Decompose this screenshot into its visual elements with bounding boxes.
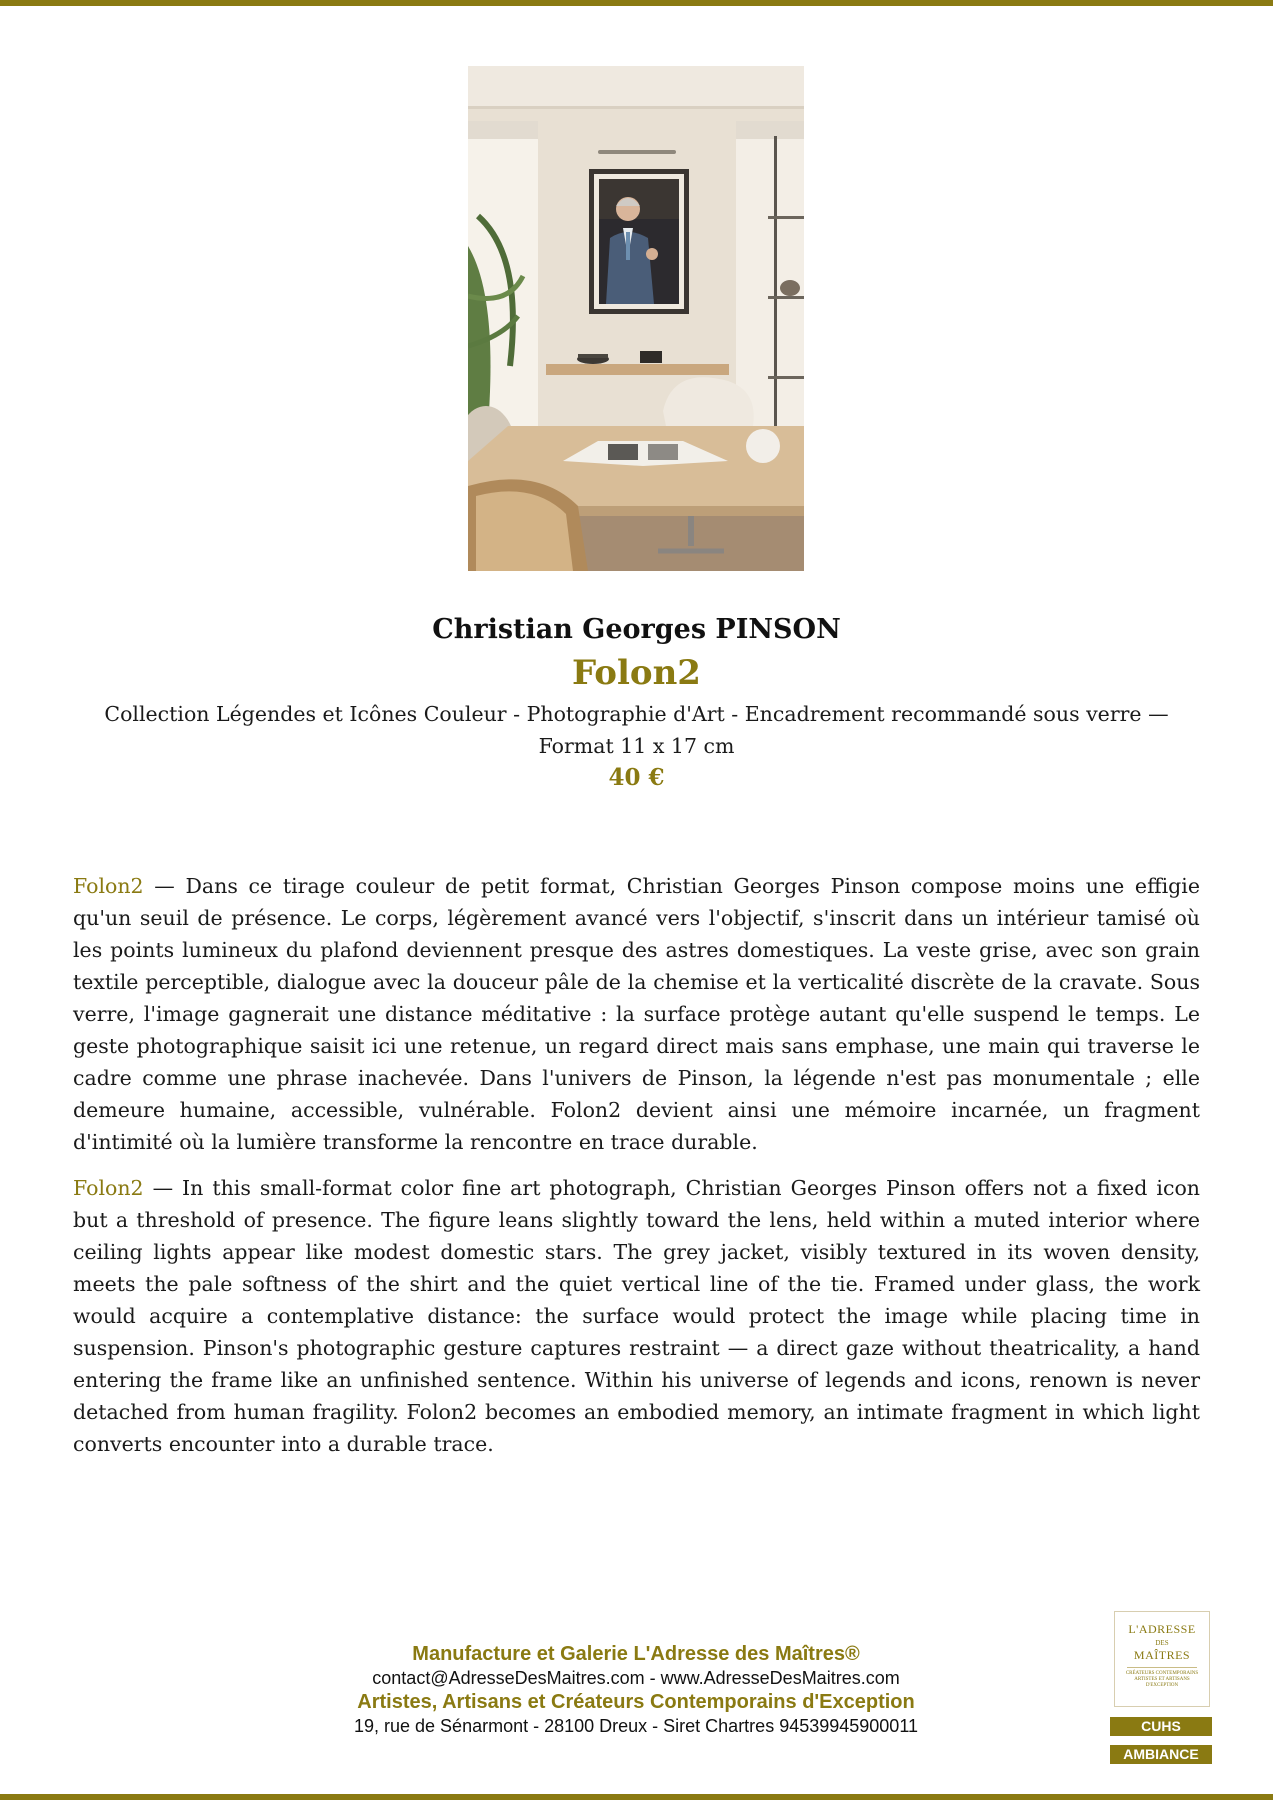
bottom-rule (0, 1794, 1273, 1800)
logo-rule (1127, 1667, 1197, 1668)
artwork-title: Folon2 (572, 653, 701, 693)
logo-line-2: DES (1155, 1639, 1169, 1647)
artwork-price: 40 € (608, 764, 665, 791)
description-english-text: — In this small-format color fine art photograph, Christian Georges Pinson offers not a fixed icon but a threshold of presence. The figure leans slightly toward the lens, held within a muted interior where ceiling lights appear like modest domestic stars. The grey jacket, visibly textured in its woven density, meets the pale softness of the shirt and the quiet vertical line of the tie. Framed under glass, the work would acquire a contemplative distance: the surface would protect the image while placing time in suspension. Pinson's photographic gesture captures restraint — a direct gaze without theatricality, a hand entering the frame like an unfinished sentence. Within his universe of legends and icons, renown is never detached from human fragility. Folon2 becomes an embodied memory, an intimate fragment in which light converts encounter into a durable trace. (73, 1176, 1200, 1456)
footer-address: 19, rue de Sénarmont - 28100 Dreux - Siret Chartres 94539945900011 (353, 1716, 919, 1736)
description-french-lead: Folon2 (73, 874, 144, 898)
cuhs-badge: CUHS (1110, 1717, 1212, 1736)
description-english-lead: Folon2 (73, 1176, 144, 1200)
logo-line-1: L'ADRESSE (1128, 1622, 1196, 1636)
description-english (73, 1172, 1200, 1460)
footer-tagline: Artistes, Artisans et Créateurs Contemporains d'Exception (357, 1691, 915, 1713)
description-french (73, 870, 1200, 1158)
logo-line-4: CRÉATEURS CONTEMPORAINS ARTISTES ET ARTISANS D'EXCEPTION (1125, 1671, 1199, 1688)
gallery-logo (1114, 1611, 1210, 1707)
top-rule (0, 0, 1273, 6)
footer-company: Manufacture et Galerie L'Adresse des Maîtres® (412, 1643, 860, 1665)
artist-name: Christian Georges PINSON (432, 614, 841, 645)
footer-contact: contact@AdresseDesMaitres.com - www.AdresseDesMaitres.com (372, 1668, 900, 1688)
artwork-description (73, 870, 1200, 1474)
ambiance-badge: AMBIANCE (1110, 1745, 1212, 1764)
logo-line-3: MAÎTRES (1133, 1648, 1191, 1662)
room-scene-illustration (468, 66, 804, 571)
artwork-room-photo (468, 66, 804, 571)
artwork-header (70, 610, 1203, 794)
description-french-text: — Dans ce tirage couleur de petit format, Christian Georges Pinson compose moins une effigie qu'un seuil de présence. Le corps, légèrement avancé vers l'objectif, s'inscrit dans un intérieur tamisé où les points lumineux du plafond deviennent presque des astres domestiques. La veste grise, avec son grain textile perceptible, dialogue avec la douceur pâle de la chemise et la verticalité discrète de la cravate. Sous verre, l'image gagnerait une distance méditative : la surface protège autant qu'elle suspend le temps. Le geste photographique saisit ici une retenue, un regard direct mais sans emphase, une main qui traverse le cadre comme une phrase inachevée. Dans l'univers de Pinson, la légende n'est pas monumentale ; elle demeure humaine, accessible, vulnérable. Folon2 devient ainsi une mémoire incarnée, un fragment d'intimité où la lumière transforme la rencontre en trace durable. (73, 874, 1200, 1154)
footer (236, 1642, 1036, 1738)
artwork-subtitle: Collection Légendes et Icônes Couleur - Photographie d'Art - Encadrement recommandé sous verre — Format 11 x 17 cm (104, 702, 1169, 758)
